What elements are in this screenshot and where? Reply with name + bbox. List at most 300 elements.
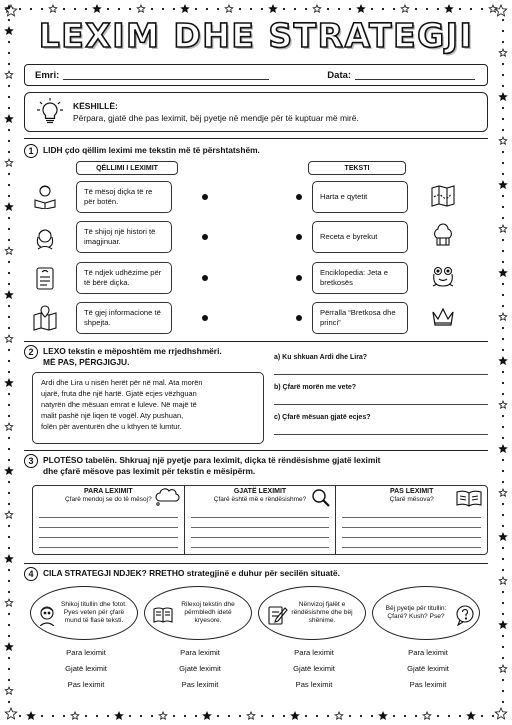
border-star — [137, 5, 145, 12]
border-dot — [502, 63, 504, 65]
purpose-card: Të ndjek udhëzime për të bërë diçka. — [76, 262, 172, 294]
match-dot-right[interactable] — [296, 275, 302, 281]
border-dot — [448, 715, 450, 717]
chef-hat-icon — [430, 223, 456, 249]
section-number: 3 — [24, 454, 38, 468]
border-dot — [502, 613, 504, 615]
name-field[interactable] — [63, 70, 269, 80]
border-star — [93, 5, 101, 12]
page-title: LEXIM DHE STRATEGJI — [38, 16, 474, 55]
border-dot — [502, 459, 504, 461]
border-star — [489, 5, 497, 12]
border-star — [5, 335, 13, 342]
match-dot-left[interactable] — [202, 315, 208, 321]
section-4-heading — [24, 568, 488, 581]
reading-passage — [32, 372, 264, 444]
border-dot — [371, 8, 373, 10]
border-dot — [502, 701, 504, 703]
border-star — [499, 269, 507, 276]
border-dot — [8, 624, 10, 626]
border-dot — [349, 715, 351, 717]
border-dot — [502, 338, 504, 340]
border-dot — [8, 19, 10, 21]
write-line[interactable] — [39, 539, 178, 548]
border-dot — [8, 327, 10, 329]
crown-icon — [430, 304, 456, 330]
column-header-purpose: QËLLIMI I LEXIMIT — [76, 161, 178, 175]
border-dot — [502, 19, 504, 21]
recipe-card-icon — [32, 265, 58, 291]
thought-cloud-icon — [154, 488, 180, 506]
border-star — [499, 445, 507, 452]
text-card: Enciklopedia: Jeta e bretkosës — [312, 262, 408, 294]
border-dot — [272, 715, 274, 717]
write-line[interactable] — [191, 509, 330, 518]
border-dot — [8, 360, 10, 362]
border-dot — [8, 668, 10, 670]
border-dot — [502, 371, 504, 373]
border-dot — [502, 250, 504, 252]
write-line[interactable] — [342, 509, 481, 518]
border-dot — [8, 316, 10, 318]
tip-box — [24, 92, 488, 132]
border-dot — [459, 8, 461, 10]
option-after-reading[interactable]: Pas leximit — [67, 680, 105, 689]
border-dot — [228, 715, 230, 717]
border-dot — [239, 8, 241, 10]
purpose-card: Të mësoj diçka të re për botën. — [76, 181, 172, 213]
border-dot — [8, 613, 10, 615]
reading-stages-table — [32, 485, 488, 555]
border-dot — [8, 459, 10, 461]
map-pin-icon — [32, 305, 58, 331]
border-dot — [8, 404, 10, 406]
border-dot — [305, 715, 307, 717]
border-dot — [502, 558, 504, 560]
border-dot — [502, 107, 504, 109]
border-dot — [8, 591, 10, 593]
frog-icon — [430, 264, 456, 290]
write-line[interactable] — [39, 519, 178, 528]
border-star — [401, 5, 409, 12]
border-dot — [217, 715, 219, 717]
border-star — [5, 115, 13, 122]
write-line[interactable] — [39, 529, 178, 538]
match-dot-right[interactable] — [296, 315, 302, 321]
border-star — [5, 379, 13, 386]
border-dot — [261, 8, 263, 10]
boy-thinking-icon — [36, 604, 58, 626]
border-dot — [8, 701, 10, 703]
passage-line: folën për aventurën dhe u kthyen të lumtur. — [41, 422, 182, 432]
border-dot — [129, 715, 131, 717]
question-text: a) Ku shkuan Ardi dhe Lira? — [274, 354, 368, 361]
border-star — [5, 27, 13, 34]
section-instruction: dhe çfarë mësove pas leximit për tekstin e mësipërm. — [43, 466, 256, 476]
divider — [24, 450, 488, 451]
border-dot — [8, 129, 10, 131]
border-dot — [502, 393, 504, 395]
border-dot — [371, 715, 373, 717]
border-dot — [8, 283, 10, 285]
match-dot-left[interactable] — [202, 194, 208, 200]
border-dot — [393, 715, 395, 717]
border-dot — [239, 715, 241, 717]
column-subtitle: Çfarë mendoj se do të mësoj? — [64, 496, 152, 503]
border-dot — [8, 140, 10, 142]
question — [274, 354, 488, 375]
border-dot — [393, 8, 395, 10]
border-dot — [426, 8, 428, 10]
folded-map-icon — [430, 183, 456, 209]
border-star — [5, 203, 13, 210]
border-dot — [41, 715, 43, 717]
border-star — [499, 357, 507, 364]
border-star — [357, 5, 365, 12]
name-label: Emri: — [35, 69, 60, 81]
border-star — [5, 599, 13, 606]
situation-text: Bëj pyetje për titullin: Çfarë? Kush? Pse? — [385, 604, 447, 620]
border-dot — [502, 294, 504, 296]
border-star — [5, 467, 13, 474]
answer-line[interactable] — [274, 395, 488, 405]
border-dot — [63, 8, 65, 10]
border-dot — [8, 393, 10, 395]
border-dot — [8, 217, 10, 219]
border-star — [5, 291, 13, 298]
border-dot — [481, 715, 483, 717]
border-dot — [8, 415, 10, 417]
border-dot — [8, 151, 10, 153]
border-dot — [502, 470, 504, 472]
answer-line[interactable] — [274, 425, 488, 435]
border-dot — [502, 503, 504, 505]
option-before-reading[interactable]: Para leximit — [294, 648, 334, 657]
section-instruction: MË PAS, PËRGJIGJU. — [43, 357, 130, 367]
write-line[interactable] — [191, 519, 330, 528]
border-dot — [502, 547, 504, 549]
border-dot — [8, 657, 10, 659]
border-dot — [502, 173, 504, 175]
option-during-reading[interactable]: Gjatë leximit — [293, 664, 335, 673]
answer-line[interactable] — [274, 365, 488, 375]
passage-line: ujarë, fruta dhe një hartë. Gjatë ecjes vëzhguan — [41, 389, 197, 399]
divider — [24, 341, 488, 342]
section-1-heading — [24, 145, 488, 158]
border-dot — [8, 305, 10, 307]
border-dot — [8, 547, 10, 549]
border-dot — [8, 173, 10, 175]
border-dot — [502, 206, 504, 208]
write-line[interactable] — [342, 519, 481, 528]
border-star — [499, 225, 507, 232]
border-dot — [502, 426, 504, 428]
border-dot — [502, 481, 504, 483]
section-number: 2 — [24, 345, 38, 359]
border-dot — [459, 715, 461, 717]
border-dot — [305, 8, 307, 10]
border-dot — [8, 107, 10, 109]
lightbulb-icon — [35, 97, 65, 127]
border-dot — [502, 74, 504, 76]
border-dot — [502, 349, 504, 351]
border-dot — [8, 635, 10, 637]
border-dot — [8, 96, 10, 98]
border-dot — [52, 715, 54, 717]
option-during-reading[interactable]: Gjatë leximit — [179, 664, 221, 673]
border-dot — [173, 715, 175, 717]
border-dot — [283, 715, 285, 717]
border-dot — [502, 591, 504, 593]
date-field[interactable] — [355, 70, 475, 80]
date-label: Data: — [327, 69, 352, 81]
border-dot — [8, 536, 10, 538]
border-star — [499, 533, 507, 540]
border-dot — [118, 8, 120, 10]
border-star — [499, 665, 507, 672]
border-dot — [502, 382, 504, 384]
border-star — [499, 93, 507, 100]
option-before-reading[interactable]: Para leximit — [66, 648, 106, 657]
border-dot — [502, 239, 504, 241]
column-header-text: TEKSTI — [308, 161, 406, 175]
border-dot — [502, 415, 504, 417]
section-instruction: PLOTËSO tabelën. Shkruaj një pyetje para leximit, diçka të rëndësishme gjatë leximit — [43, 455, 381, 465]
open-book-icon — [455, 489, 483, 507]
border-dot — [8, 261, 10, 263]
tip-text: Përpara, gjatë dhe pas leximit, bëj pyetje në mendje për të kuptuar më mirë. — [73, 113, 359, 123]
match-dot-left[interactable] — [202, 275, 208, 281]
border-dot — [206, 8, 208, 10]
border-dot — [195, 715, 197, 717]
purpose-card: Të gjej informacione të shpejta. — [76, 302, 172, 334]
border-dot — [85, 715, 87, 717]
border-dot — [502, 679, 504, 681]
situation-text: Rilexoj tekstin dhe përmbledh idetë kryesore. — [181, 600, 235, 625]
border-star — [5, 71, 13, 78]
border-dot — [85, 8, 87, 10]
option-after-reading[interactable]: Pas leximit — [181, 680, 219, 689]
border-star — [499, 137, 507, 144]
border-dot — [8, 228, 10, 230]
reading-stages-table-section — [24, 455, 488, 557]
write-line[interactable] — [342, 529, 481, 538]
border-dot — [327, 715, 329, 717]
border-star — [269, 5, 277, 12]
question-text: c) Çfarë mësuan gjatë ecjes? — [274, 414, 371, 421]
border-star — [5, 687, 13, 694]
border-dot — [502, 602, 504, 604]
situation-text: Shikoj titullin dhe fotot. Pyes veten për çfarë mund të flasë teksti. — [61, 600, 127, 625]
border-dot — [8, 580, 10, 582]
border-dot — [502, 646, 504, 648]
question — [274, 414, 488, 435]
border-dot — [19, 715, 21, 717]
border-dot — [195, 8, 197, 10]
border-dot — [8, 371, 10, 373]
worksheet — [24, 14, 488, 714]
write-line[interactable] — [342, 539, 481, 548]
border-star — [5, 159, 13, 166]
border-dot — [502, 437, 504, 439]
column-subtitle: Çfarë mësova? — [389, 496, 434, 503]
border-star — [499, 621, 507, 628]
border-dot — [140, 715, 142, 717]
border-dot — [8, 349, 10, 351]
border-dot — [107, 715, 109, 717]
section-instruction: CILA STRATEGJI NDJEK? RRETHO strategjinë e duhur për secilën situatë. — [43, 568, 340, 578]
border-dot — [437, 715, 439, 717]
border-dot — [8, 569, 10, 571]
match-dot-left[interactable] — [202, 234, 208, 240]
border-star — [313, 5, 321, 12]
passage-line: malit pashë një liqen të vogël. Aty pushuan, — [41, 411, 184, 421]
book-icon — [152, 604, 174, 626]
border-dot — [502, 525, 504, 527]
tip-title: KËSHILLË: — [73, 101, 118, 111]
border-star — [5, 643, 13, 650]
section-3-heading — [24, 455, 488, 477]
border-dot — [250, 8, 252, 10]
border-dot — [8, 492, 10, 494]
border-dot — [19, 8, 21, 10]
border-dot — [151, 8, 153, 10]
border-dot — [502, 129, 504, 131]
write-line[interactable] — [191, 529, 330, 538]
write-line[interactable] — [191, 539, 330, 548]
option-during-reading[interactable]: Gjatë leximit — [65, 664, 107, 673]
border-star — [499, 489, 507, 496]
column-title: PAS LEXIMIT — [389, 488, 434, 495]
border-dot — [8, 481, 10, 483]
border-star — [5, 423, 13, 430]
border-star — [499, 49, 507, 56]
border-dot — [502, 514, 504, 516]
border-dot — [283, 8, 285, 10]
border-dot — [8, 503, 10, 505]
border-dot — [415, 8, 417, 10]
option-after-reading[interactable]: Pas leximit — [409, 680, 447, 689]
border-dot — [8, 63, 10, 65]
border-star — [225, 5, 233, 12]
border-star — [5, 555, 13, 562]
border-star — [5, 511, 13, 518]
border-star — [499, 401, 507, 408]
border-dot — [502, 635, 504, 637]
border-dot — [8, 679, 10, 681]
border-dot — [502, 327, 504, 329]
section-number: 1 — [24, 144, 38, 158]
border-dot — [8, 41, 10, 43]
border-dot — [8, 239, 10, 241]
option-before-reading[interactable]: Para leximit — [408, 648, 448, 657]
question — [274, 384, 488, 405]
purpose-card: Të shijoj një histori të imagjinuar. — [76, 221, 172, 253]
table-column — [336, 486, 487, 554]
border-dot — [470, 8, 472, 10]
column-title: GJATË LEXIMIT — [233, 488, 287, 495]
border-dot — [502, 195, 504, 197]
border-dot — [481, 8, 483, 10]
border-dot — [8, 448, 10, 450]
table-column — [33, 486, 185, 554]
match-dot-right[interactable] — [296, 194, 302, 200]
border-star — [495, 708, 506, 719]
situation-text: Nënvizoj fjalët e rëndësishme dhe bëj shënime. — [291, 600, 353, 625]
border-dot — [492, 715, 494, 717]
pencil-notes-icon — [266, 604, 288, 626]
column-subtitle: Çfarë është më e rëndësishme? — [213, 496, 307, 503]
border-dot — [316, 715, 318, 717]
name-date-box — [24, 64, 488, 86]
passage-line: natyrën dhe mësuan emrat e luleve. Në majë të — [41, 400, 197, 410]
border-dot — [8, 52, 10, 54]
border-dot — [41, 8, 43, 10]
border-dot — [96, 715, 98, 717]
border-dot — [502, 283, 504, 285]
border-dot — [502, 30, 504, 32]
border-dot — [338, 8, 340, 10]
border-star — [5, 247, 13, 254]
border-dot — [184, 715, 186, 717]
border-dot — [502, 569, 504, 571]
border-star — [445, 5, 453, 12]
write-line[interactable] — [39, 509, 178, 518]
option-before-reading[interactable]: Para leximit — [180, 648, 220, 657]
border-dot — [437, 8, 439, 10]
border-star — [49, 5, 57, 12]
column-title: PARA LEXIMIT — [84, 488, 133, 495]
border-dot — [294, 8, 296, 10]
text-card: Përralla “Bretkosa dhe princi” — [312, 302, 408, 334]
border-dot — [173, 8, 175, 10]
magnifier-icon — [311, 488, 331, 508]
border-dot — [8, 437, 10, 439]
border-dot — [30, 8, 32, 10]
passage-line: Ardi dhe Lira u nisën herët për në mal. Ata morën — [41, 378, 203, 387]
border-star — [5, 708, 16, 719]
border-dot — [502, 118, 504, 120]
border-dot — [502, 41, 504, 43]
border-dot — [404, 715, 406, 717]
border-dot — [63, 715, 65, 717]
border-dot — [8, 195, 10, 197]
table-column — [185, 486, 337, 554]
text-card: Harta e qytetit — [312, 181, 408, 213]
border-dot — [151, 715, 153, 717]
question-bubble-icon — [454, 604, 476, 626]
section-instruction: LIDH çdo qëllim leximi me tekstin më të përshtatshëm. — [43, 145, 260, 155]
divider — [24, 138, 488, 139]
option-after-reading[interactable]: Pas leximit — [295, 680, 333, 689]
border-dot — [217, 8, 219, 10]
strategy-exercise — [24, 568, 488, 698]
border-dot — [107, 8, 109, 10]
border-dot — [502, 151, 504, 153]
section-number: 4 — [24, 567, 38, 581]
divider — [24, 563, 488, 564]
border-dot — [502, 217, 504, 219]
border-star — [181, 5, 189, 12]
border-star — [499, 313, 507, 320]
option-during-reading[interactable]: Gjatë leximit — [407, 664, 449, 673]
border-dot — [8, 272, 10, 274]
match-dot-right[interactable] — [296, 234, 302, 240]
border-dot — [8, 85, 10, 87]
border-star — [499, 577, 507, 584]
border-star — [499, 181, 507, 188]
matching-exercise — [24, 161, 488, 339]
